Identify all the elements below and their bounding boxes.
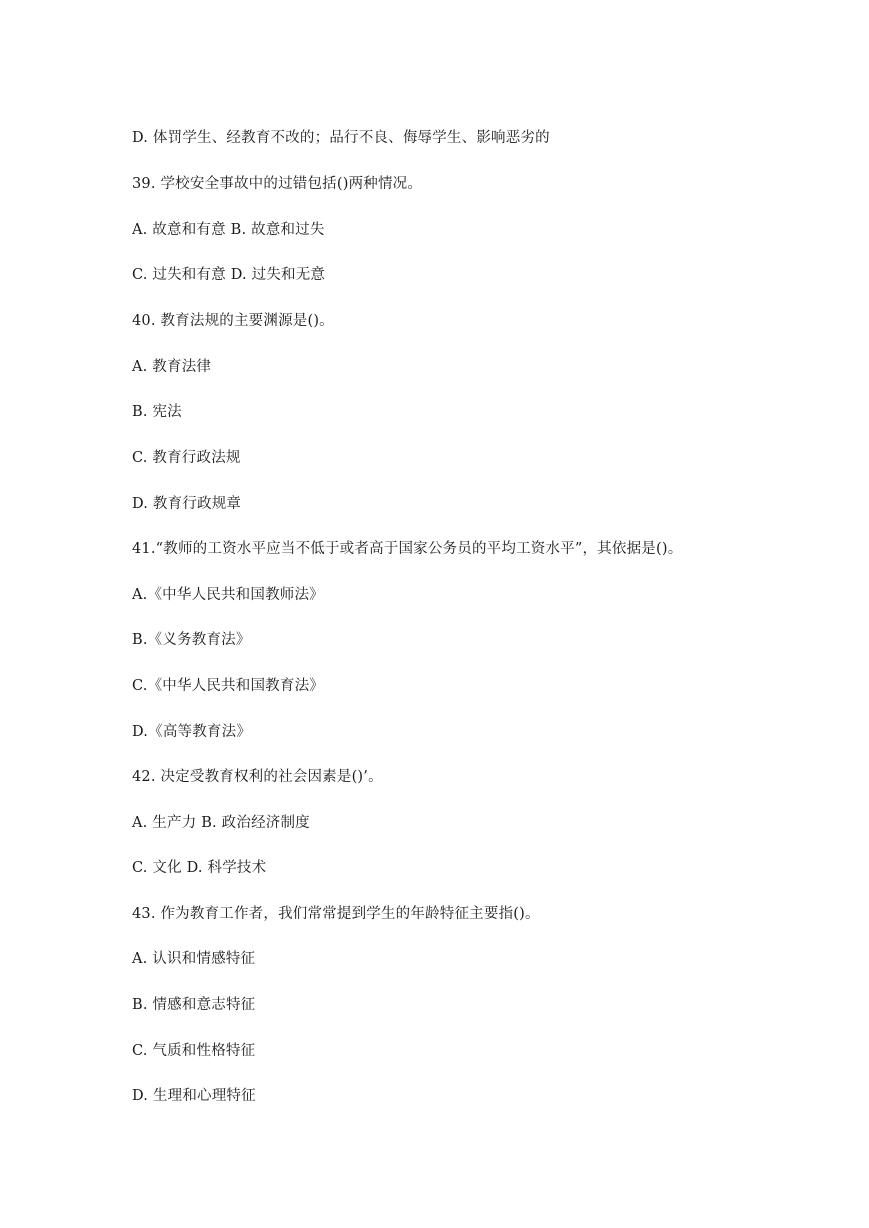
- question-43: 43. 作为教育工作者，我们常常提到学生的年龄特征主要指()。: [132, 906, 540, 922]
- answer-options-42-ab: A. 生产力 B. 政治经济制度: [132, 815, 310, 831]
- answer-options-39-cd: C. 过失和有意 D. 过失和无意: [132, 267, 326, 283]
- answer-option-40-c: C. 教育行政法规: [132, 450, 241, 466]
- answer-option-43-d: D. 生理和心理特征: [132, 1088, 256, 1104]
- answer-option-43-b: B. 情感和意志特征: [132, 997, 256, 1013]
- question-40: 40. 教育法规的主要渊源是()。: [132, 313, 334, 329]
- answer-option-40-d: D. 教育行政规章: [132, 496, 242, 512]
- answer-option-41-b: B.《义务教育法》: [132, 632, 251, 648]
- answer-options-42-cd: C. 文化 D. 科学技术: [132, 860, 267, 876]
- answer-option-41-d: D.《高等教育法》: [132, 724, 252, 740]
- answer-option-38-d: D. 体罚学生、经教育不改的；品行不良、侮辱学生、影响恶劣的: [132, 130, 550, 146]
- question-39: 39. 学校安全事故中的过错包括()两种情况。: [132, 176, 423, 192]
- answer-option-40-b: B. 宪法: [132, 404, 182, 420]
- answer-option-43-c: C. 气质和性格特征: [132, 1043, 256, 1059]
- answer-options-39-ab: A. 故意和有意 B. 故意和过失: [132, 222, 325, 238]
- question-41: 41.“教师的工资水平应当不低于或者高于国家公务员的平均工资水平”，其依据是()。: [132, 541, 683, 557]
- question-42: 42. 决定受教育权利的社会因素是()’。: [132, 769, 383, 785]
- answer-option-41-c: C.《中华人民共和国教育法》: [132, 678, 324, 694]
- answer-option-40-a: A. 教育法律: [132, 359, 212, 375]
- answer-option-41-a: A.《中华人民共和国教师法》: [132, 587, 324, 603]
- answer-option-43-a: A. 认识和情感特征: [132, 951, 256, 967]
